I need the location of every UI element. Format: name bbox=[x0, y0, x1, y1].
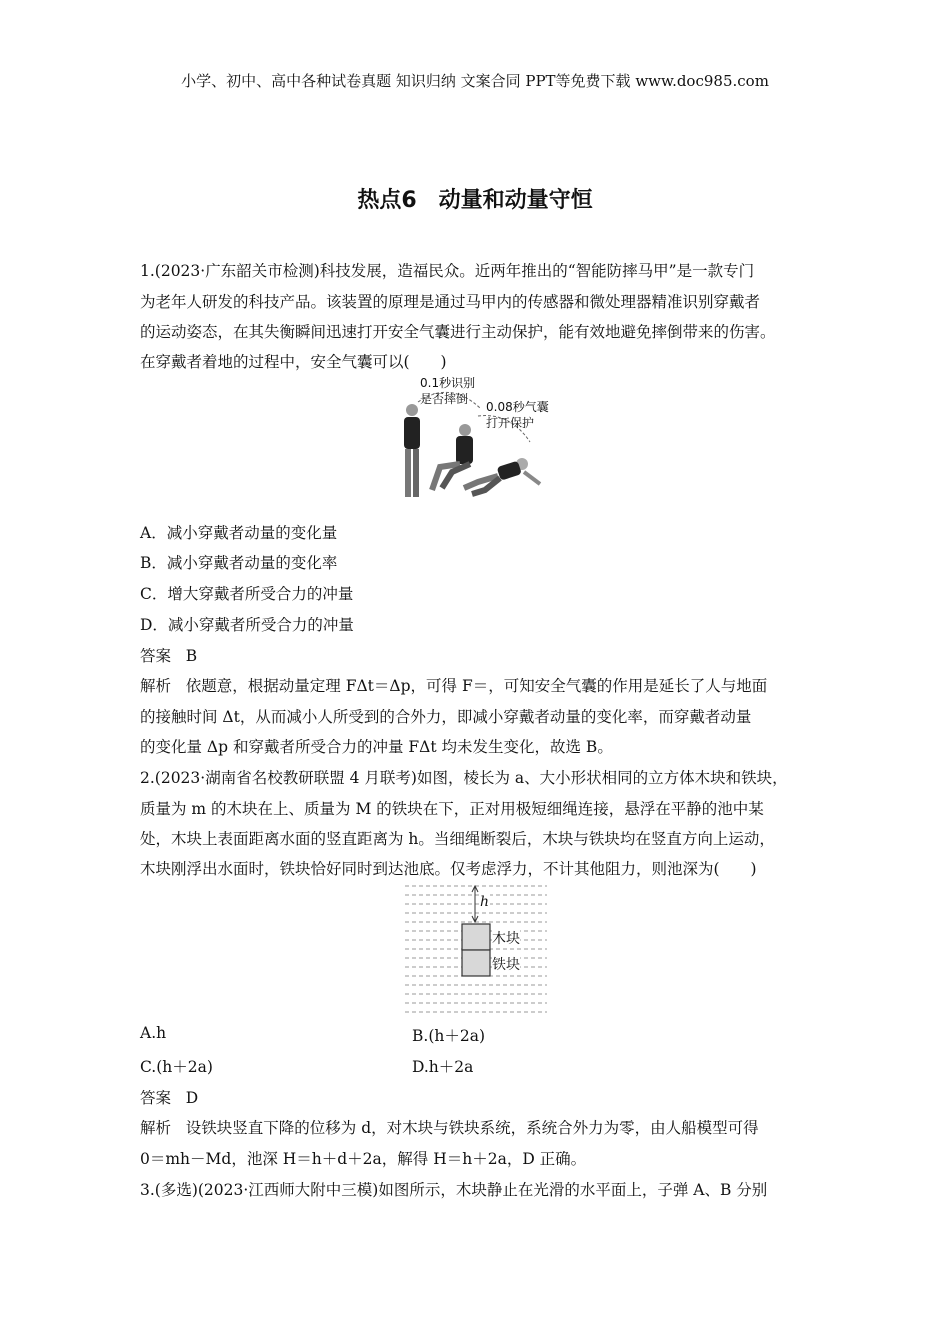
q1-analysis-text-1: 依题意，根据动量定理 FΔt＝Δp，可得 F＝，可知安全气囊的作用是延长了人与地面 bbox=[185, 677, 768, 695]
q1-line-1: 1.(2023·广东韶关市检测)科技发展，造福民众。近两年推出的“智能防摔马甲”是一款专门 bbox=[140, 262, 755, 280]
fig1-label-2a: 0.08秒气囊 bbox=[486, 400, 549, 414]
q1-answer bbox=[140, 644, 197, 666]
q2-analysis-line-2: 0＝mh－Md，池深 H＝h＋d＋2a，解得 H＝h＋2a，D 正确。 bbox=[140, 1150, 587, 1168]
q2-line-2: 质量为 m 的木块在上、质量为 M 的铁块在下，正对用极短细绳连接，悬浮在平静的池中某 bbox=[140, 800, 764, 818]
q1-line-4: 在穿戴者着地的过程中，安全气囊可以( ) bbox=[140, 353, 447, 371]
falling-people-illustration bbox=[390, 372, 560, 504]
q1-line-3: 的运动姿态，在其失衡瞬间迅速打开安全气囊进行主动保护，能有效地避免摔倒带来的伤害。 bbox=[140, 323, 776, 341]
q2-analysis-text-1: 设铁块竖直下降的位移为 d，对木块与铁块系统，系统合外力为零，由人船模型可得 bbox=[185, 1119, 759, 1137]
q2-option-a: A.h bbox=[140, 1024, 167, 1042]
q1-analysis-line-2: 的接触时间 Δt，从而减小人所受到的合外力，即减小穿戴者动量的变化率，而穿戴者动量 bbox=[140, 708, 752, 726]
q1-answer-value: B bbox=[185, 647, 198, 665]
pool-figure bbox=[405, 884, 547, 1014]
q2-option-c: C.(h＋2a) bbox=[140, 1058, 213, 1076]
q2-line-3: 处，木块上表面距离水面的竖直距离为 h。当细绳断裂后，木块与铁块均在竖直方向上运动， bbox=[140, 830, 775, 848]
q1-option-a: A．减小穿戴者动量的变化量 bbox=[140, 524, 338, 542]
q1-option-b: B．减小穿戴者动量的变化率 bbox=[140, 554, 338, 572]
q2-option-d: D.h＋2a bbox=[412, 1058, 474, 1076]
page-title: 热点6 动量和动量守恒 bbox=[357, 188, 593, 213]
q1-line-2: 为老年人研发的科技产品。该装置的原理是通过马甲内的传感器和微处理器精准识别穿戴者 bbox=[140, 293, 761, 311]
q1-answer-label: 答案 bbox=[140, 647, 172, 665]
fig1-label-1b: 是否摔倒 bbox=[420, 392, 469, 406]
q2-analysis-label: 解析 bbox=[140, 1119, 172, 1137]
q2-answer-label: 答案 bbox=[140, 1089, 172, 1107]
q2-line-1: 2.(2023·湖南省名校教研联盟 4 月联考)如图，棱长为 a、大小形状相同的立方体木块和铁块， bbox=[140, 769, 788, 787]
q1-analysis-line-1 bbox=[140, 674, 767, 696]
depth-h-label: h bbox=[480, 894, 490, 910]
wood-block-label: 木块 bbox=[492, 928, 520, 948]
q2-answer-value: D bbox=[185, 1089, 199, 1107]
fig1-label-2b: 打开保护 bbox=[486, 416, 535, 430]
q2-line-4: 木块刚浮出水面时，铁块恰好同时到达池底。仅考虑浮力，不计其他阻力，则池深为( ) bbox=[140, 860, 757, 878]
pool-water-diagram bbox=[405, 884, 547, 1014]
fall-protection-figure bbox=[390, 372, 560, 504]
q2-analysis-line-1 bbox=[140, 1116, 759, 1138]
q2-answer bbox=[140, 1086, 198, 1108]
q1-analysis-label: 解析 bbox=[140, 677, 172, 695]
q2-option-b: B.(h＋2a) bbox=[412, 1027, 485, 1045]
q1-option-c: C．增大穿戴者所受合力的冲量 bbox=[140, 585, 354, 603]
iron-block-label: 铁块 bbox=[492, 954, 520, 974]
q1-option-d: D．减小穿戴者所受合力的冲量 bbox=[140, 616, 354, 634]
q3-line-1: 3.(多选)(2023·江西师大附中三模)如图所示，木块静止在光滑的水平面上，子弹 A、B 分别 bbox=[140, 1181, 768, 1199]
fig1-label-1a: 0.1秒识别 bbox=[420, 376, 476, 390]
q1-analysis-line-3: 的变化量 Δp 和穿戴者所受合力的冲量 FΔt 均未发生变化，故选 B。 bbox=[140, 738, 613, 756]
page-header: 小学、初中、高中各种试卷真题 知识归纳 文案合同 PPT等免费下载 www.doc985.com bbox=[181, 72, 769, 90]
